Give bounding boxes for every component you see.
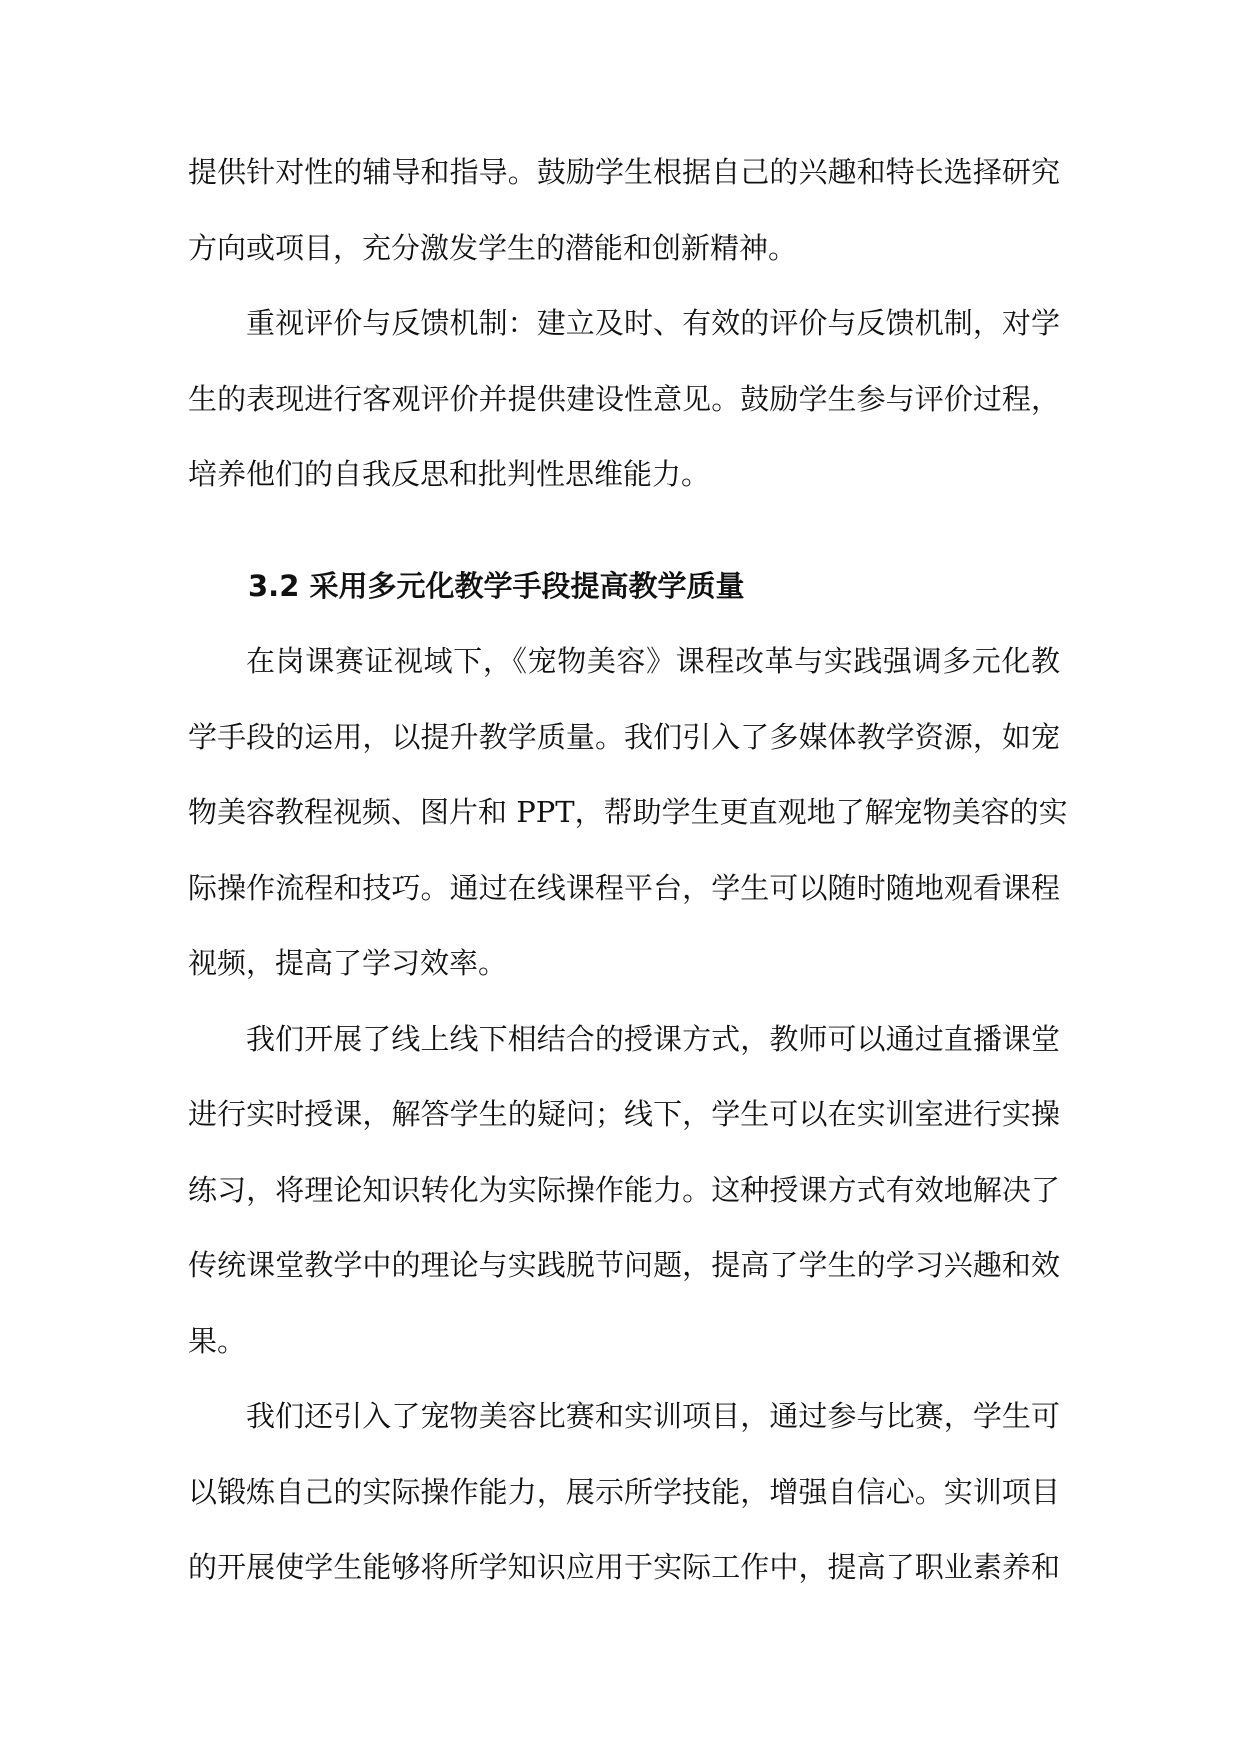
paragraph-line: 果。 [188, 1323, 247, 1358]
paragraph-line: 的开展使学生能够将所学知识应用于实际工作中，提高了职业素养和 [188, 1550, 1060, 1584]
section-heading: 3.2 采用多元化教学手段提高教学质量 [248, 568, 745, 603]
paragraph-line: 进行实时授课，解答学生的疑问；线下，学生可以在实训室进行实操 [188, 1097, 1060, 1131]
paragraph-line: 我们还引入了宠物美容比赛和实训项目，通过参与比赛，学生可 [246, 1399, 1060, 1433]
paragraph-competitions [188, 1379, 1060, 1606]
page-content [188, 135, 1068, 1606]
paragraph-line: 传统课堂教学中的理论与实践脱节问题，提高了学生的学习兴趣和效 [188, 1248, 1060, 1282]
paragraph-line: 际操作流程和技巧。通过在线课程平台，学生可以随时随地观看课程 [188, 870, 1060, 905]
paragraph-line: 视频，提高了学习效率。 [188, 946, 508, 980]
paragraph-line: 提供针对性的辅导和指导。鼓励学生根据自己的兴趣和特长选择研究 [188, 155, 1060, 189]
paragraph-line: 生的表现进行客观评价并提供建设性意见。鼓励学生参与评价过程， [188, 381, 1060, 416]
paragraph-continued [188, 135, 1060, 286]
paragraph-line: 培养他们的自我反思和批判性思维能力。 [188, 457, 711, 491]
paragraph-evaluation-feedback [188, 286, 1060, 513]
paragraph-multimedia [188, 624, 1068, 1002]
paragraph-line: 重视评价与反馈机制：建立及时、有效的评价与反馈机制，对学 [246, 306, 1060, 340]
paragraph-line: 学手段的运用，以提升教学质量。我们引入了多媒体教学资源，如宠 [188, 719, 1060, 754]
paragraph-line: 以锻炼自己的实际操作能力，展示所学技能，增强自信心。实训项目 [188, 1474, 1060, 1509]
paragraph-line: 我们开展了线上线下相结合的授课方式，教师可以通过直播课堂 [246, 1021, 1060, 1056]
paragraph-line: 练习，将理论知识转化为实际操作能力。这种授课方式有效地解决了 [188, 1172, 1060, 1207]
paragraph-line: 在岗课赛证视域下，《宠物美容》课程改革与实践强调多元化教 [246, 644, 1060, 678]
paragraph-online-offline [188, 1002, 1060, 1380]
paragraph-line: 物美容教程视频、图片和 PPT，帮助学生更直观地了解宠物美容的实 [188, 795, 1068, 829]
paragraph-line: 方向或项目，充分激发学生的潜能和创新精神。 [188, 230, 798, 265]
